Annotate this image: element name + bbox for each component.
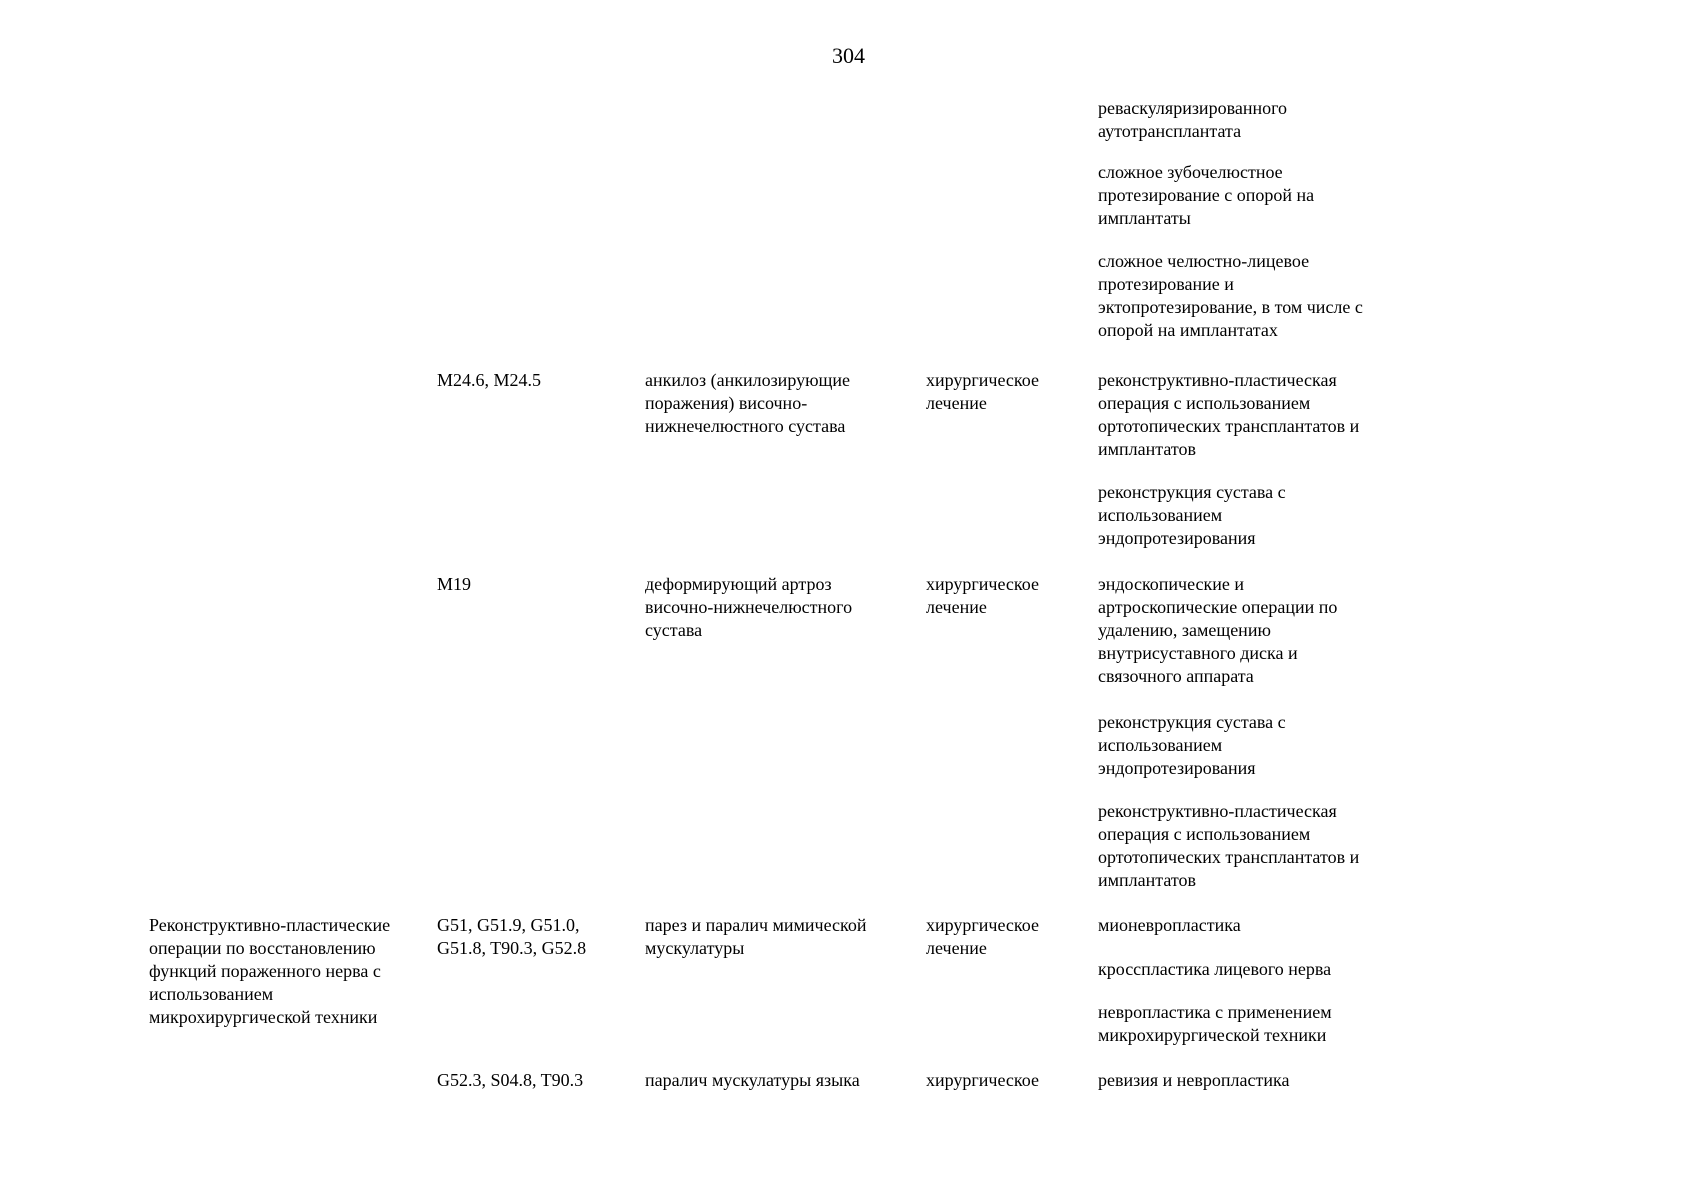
diagnosis-code-cell: M19 (437, 574, 472, 594)
patient-model-cell: паралич мускулатуры языка (645, 1070, 860, 1090)
treatment-type-cell: хирургическое лечение (926, 915, 1039, 958)
method-cell: реконструктивно-пластическая операция с использованием ортотопических трансплантатов и имплантатов (1098, 370, 1360, 459)
method-cell: реконструкция сустава с использованием эндопротезирования (1098, 712, 1286, 778)
method-cell: реконструктивно-пластическая операция с использованием ортотопических трансплантатов и имплантатов (1098, 801, 1360, 890)
technology-name-cell: Реконструктивно-пластические операции по восстановлению функций пораженного нерва с использованием микрохирургической техники (149, 915, 391, 1027)
method-cell: реваскуляризированного аутотрансплантата (1098, 98, 1288, 141)
patient-model-cell: деформирующий артроз височно-нижнечелюстного сустава (645, 574, 853, 640)
method-cell: невропластика с применением микрохирургической техники (1098, 1002, 1332, 1045)
diagnosis-code-cell: M24.6, M24.5 (437, 370, 542, 390)
treatment-type-cell: хирургическое (926, 1070, 1039, 1090)
method-cell: эндоскопические и артроскопические операции по удалению, замещению внутрисуставного диска и связочного аппарата (1098, 574, 1338, 686)
method-cell: ревизия и невропластика (1098, 1070, 1290, 1090)
method-cell: сложное зубочелюстное протезирование с опорой на имплантаты (1098, 162, 1315, 228)
treatment-type-cell: хирургическое лечение (926, 370, 1039, 413)
method-cell: кросспластика лицевого нерва (1098, 959, 1332, 979)
treatment-type-cell: хирургическое лечение (926, 574, 1039, 617)
method-cell: реконструкция сустава с использованием эндопротезирования (1098, 482, 1286, 548)
diagnosis-code-cell: G52.3, S04.8, T90.3 (437, 1070, 584, 1090)
diagnosis-code-cell: G51, G51.9, G51.0, G51.8, T90.3, G52.8 (437, 915, 587, 958)
page-number: 304 (832, 43, 865, 68)
method-cell: сложное челюстно-лицевое протезирование и эктопротезирование, в том числе с опорой на имплантатах (1098, 251, 1363, 340)
patient-model-cell: парез и паралич мимической мускулатуры (645, 915, 867, 958)
method-cell: мионевропластика (1098, 915, 1241, 935)
patient-model-cell: анкилоз (анкилозирующие поражения) височно- нижнечелюстного сустава (645, 370, 851, 436)
